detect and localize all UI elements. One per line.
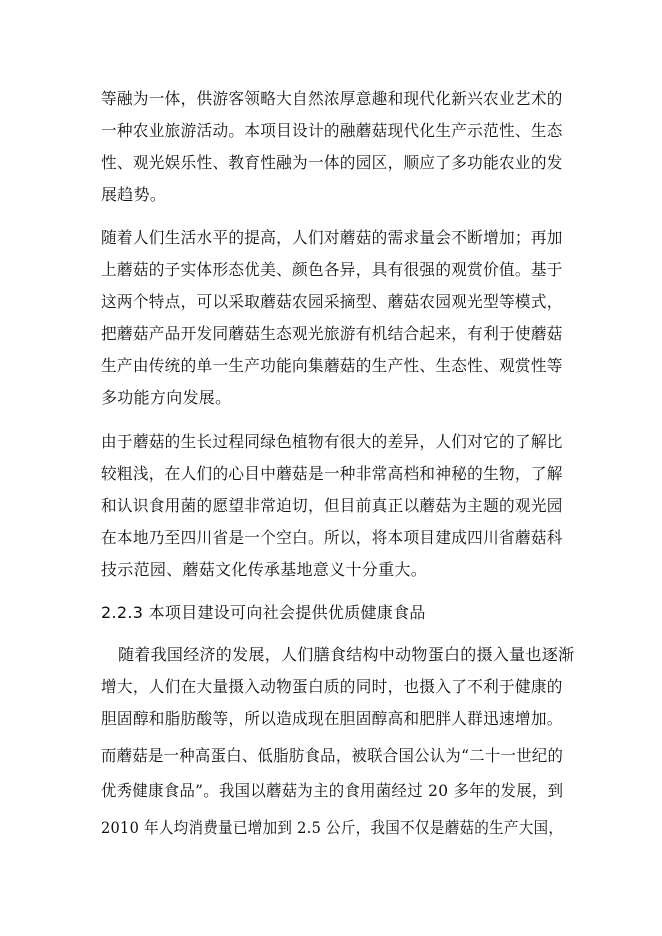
section-heading: 2.2.3 本项目建设可向社会提供优质健康食品 (101, 603, 426, 622)
text-line: 胆固醇和脂肪酸等，所以造成现在胆固醇高和肥胖人群迅速增加。 (101, 709, 563, 728)
text-line: 随着人们生活水平的提高，人们对蘑菇的需求量会不断增加；再加 (101, 228, 563, 247)
text-line: 把蘑菇产品开发同蘑菇生态观光旅游有机结合起来，有利于使蘑菇 (101, 324, 563, 343)
text-line: 优秀健康食品”。我国以蘑菇为主的食用菌经过 20 多年的发展，到 (101, 781, 564, 800)
text-line: 在本地乃至四川省是一个空白。所以，将本项目建成四川省蘑菇科 (101, 528, 563, 547)
text-line: 等融为一体，供游客领略大自然浓厚意趣和现代化新兴农业艺术的 (101, 89, 563, 108)
text-line: 一种农业旅游活动。本项目设计的融蘑菇现代化生产示范性、生态 (101, 121, 563, 140)
text-line: 生产由传统的单一生产功能向集蘑菇的生产性、生态性、观赏性等 (101, 356, 563, 375)
text-line: 随着我国经济的发展，人们膳食结构中动物蛋白的摄入量也逐渐 (118, 645, 575, 664)
text-line: 和认识食用菌的愿望非常迫切，但目前真正以蘑菇为主题的观光园 (101, 496, 563, 515)
text-line: 上蘑菇的子实体形态优美、颜色各异，具有很强的观赏价值。基于 (101, 260, 563, 279)
text-line: 技示范园、蘑菇文化传承基地意义十分重大。 (101, 560, 428, 579)
text-line: 由于蘑菇的生长过程同绿色植物有很大的差异，人们对它的了解比 (101, 432, 563, 451)
text-line: 性、观光娱乐性、教育性融为一体的园区，顺应了多功能农业的发 (101, 153, 563, 172)
text-line: 较粗浅，在人们的心目中蘑菇是一种非常高档和神秘的生物，了解 (101, 464, 563, 483)
text-line: 这两个特点，可以采取蘑菇农园采摘型、蘑菇农园观光型等模式， (101, 292, 563, 311)
text-line: 而蘑菇是一种高蛋白、低脂肪食品，被联合国公认为“二十一世纪的 (101, 746, 564, 765)
text-line: 多功能方向发展。 (101, 388, 232, 407)
text-line: 展趋势。 (101, 185, 167, 204)
text-line: 2010 年人均消费量已增加到 2.5 公斤，我国不仅是蘑菇的生产大国， (101, 818, 564, 837)
text-line: 增大，人们在大量摄入动物蛋白质的同时，也摄入了不利于健康的 (101, 677, 563, 696)
